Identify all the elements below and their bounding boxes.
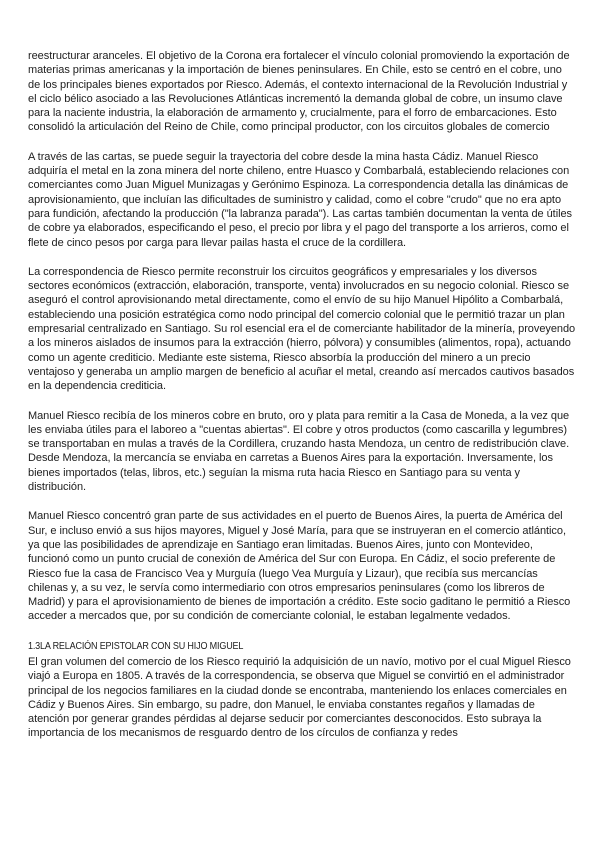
section-heading: 1.3LA RELACIÓN EPISTOLAR CON SU HIJO MIGUEL bbox=[28, 639, 244, 652]
paragraph-copper-export-context: reestructurar aranceles. El objetivo de la Corona era fortalecer el vínculo colonial promoviendo la exportación de materias primas americanas y la importación de bienes peninsulares. En Chile, esto se centró en el cobre, uno de los principales bienes exportados por Riesco. Además, el contexto internacional de la Revolución Industrial y el ciclo bélico asociado a las Revoluciones Atlánticas incrementó la demanda global de cobre, un insumo clave para la naciente industria, la elaboración de armamento y, crucialmente, para el forro de embarcaciones. Esto consolidó la articulación del Reino de Chile, como principal productor, con los circuitos globales de comercio bbox=[28, 50, 570, 134]
paragraph-business-circuits: La correspondencia de Riesco permite reconstruir los circuitos geográficos y empresariales y los diversos sectores económicos (extracción, elaboración, transporte, venta) involucrados en su negocio colonial. Riesco se aseguró el control aprovisionando metal directamente, como el envío de su hijo Manuel Hipólito a Combarbalá, estableciendo una posición estratégica como nodo principal del comercio colonial que le permitió trazar un plan empresarial centralizado en Santiago. Su rol esencial era el de comerciante habilitador de la minería, proveyendo a los mineros aislados de insumos para la extracción (hierro, pólvora) y consumibles (alimentos, ropa), actuando como un agente crediticio. Mediante este sistema, Riesco absorbía la producción del minero a un precio ventajoso y generaba un amplio margen de beneficio al acuñar el metal, creando así mercados cautivos basados en la dependencia crediticia. bbox=[28, 265, 576, 393]
paragraph-copper-trajectory: A través de las cartas, se puede seguir la trayectoria del cobre desde la mina hasta Cádiz. Manuel Riesco adquiría el metal en la zona minera del norte chileno, entre Huasco y Combarbalá, estableciendo relaciones con comerciantes como Juan Miguel Munizagas y Gerónimo Espinoza. La correspondencia detalla las dinámicas de aprovisionamiento, que incluían las dificultades de suministro y calidad, como el cobre "crudo" que no era apto para fundición, afectando la producción ("la labranza parada"). Las cartas también documentan la venta de útiles de cobre ya elaborados, especificando el peso, el precio por libra y el pago del transporte a los arrieros, como el flete de cinco pesos por carga para llevar pailas hasta el cruce de la cordillera. bbox=[28, 150, 572, 249]
paragraph-transport-route: Manuel Riesco recibía de los mineros cobre en bruto, oro y plata para remitir a la Casa de Moneda, a la vez que les enviaba útiles para el laboreo a "cuentas abiertas". El cobre y otros productos (como cascarilla y legumbres) se transportaban en mulas a través de la Cordillera, cruzando hasta Mendoza, un centro de redistribución clave. Desde Mendoza, la mercancía se enviaba en carretas a Buenos Aires para la exportación. Inversamente, los bienes importados (telas, libros, etc.) seguían la misma ruta hacia Riesco en Santiago para su venta y distribución. bbox=[28, 409, 570, 494]
paragraph-son-miguel: El gran volumen del comercio de los Riesco requirió la adquisición de un navío, motivo por el cual Miguel Riesco viajó a Europa en 1805. A través de la correspondencia, se observa que Miguel se convirtió en el administrador principal de los negocios familiares en la ciudad donde se encontraba, manteniendo los enlaces comerciales en Cádiz y Buenos Aires. Sin embargo, su padre, don Manuel, le enviaba constantes regaños y llamadas de atención por generar grandes pérdidas al dejarse seducir por comerciantes desconocidos. Esto subraya la importancia de los mecanismos de resguardo dentro de los círculos de confianza y redes bbox=[28, 655, 571, 740]
paragraph-buenos-aires-cadiz: Manuel Riesco concentró gran parte de sus actividades en el puerto de Buenos Aires, la puerta de América del Sur, e incluso envió a sus hijos mayores, Miguel y José María, para que se instruyeran en el comercio atlántico, ya que las posibilidades de aprendizaje en Santiago eran limitadas. Buenos Aires, junto con Montevideo, funcionó como un punto crucial de conexión de América del Sur con Europa. En Cádiz, el socio preferente de Riesco fue la casa de Francisco Vea y Murguía (luego Vea Murguía y Lizaur), que recibía sus mercancías chilenas y, a su vez, le servía como intermediario con otros empresarios peninsulares (como los libreros de Madrid) y para el aprovisionamiento de bienes de importación a crédito. Este socio gaditano le permitió a Riesco acceder a mercados que, por su condición de comerciante colonial, le estaban legalmente vedados. bbox=[28, 510, 571, 623]
document-page bbox=[28, 49, 576, 741]
